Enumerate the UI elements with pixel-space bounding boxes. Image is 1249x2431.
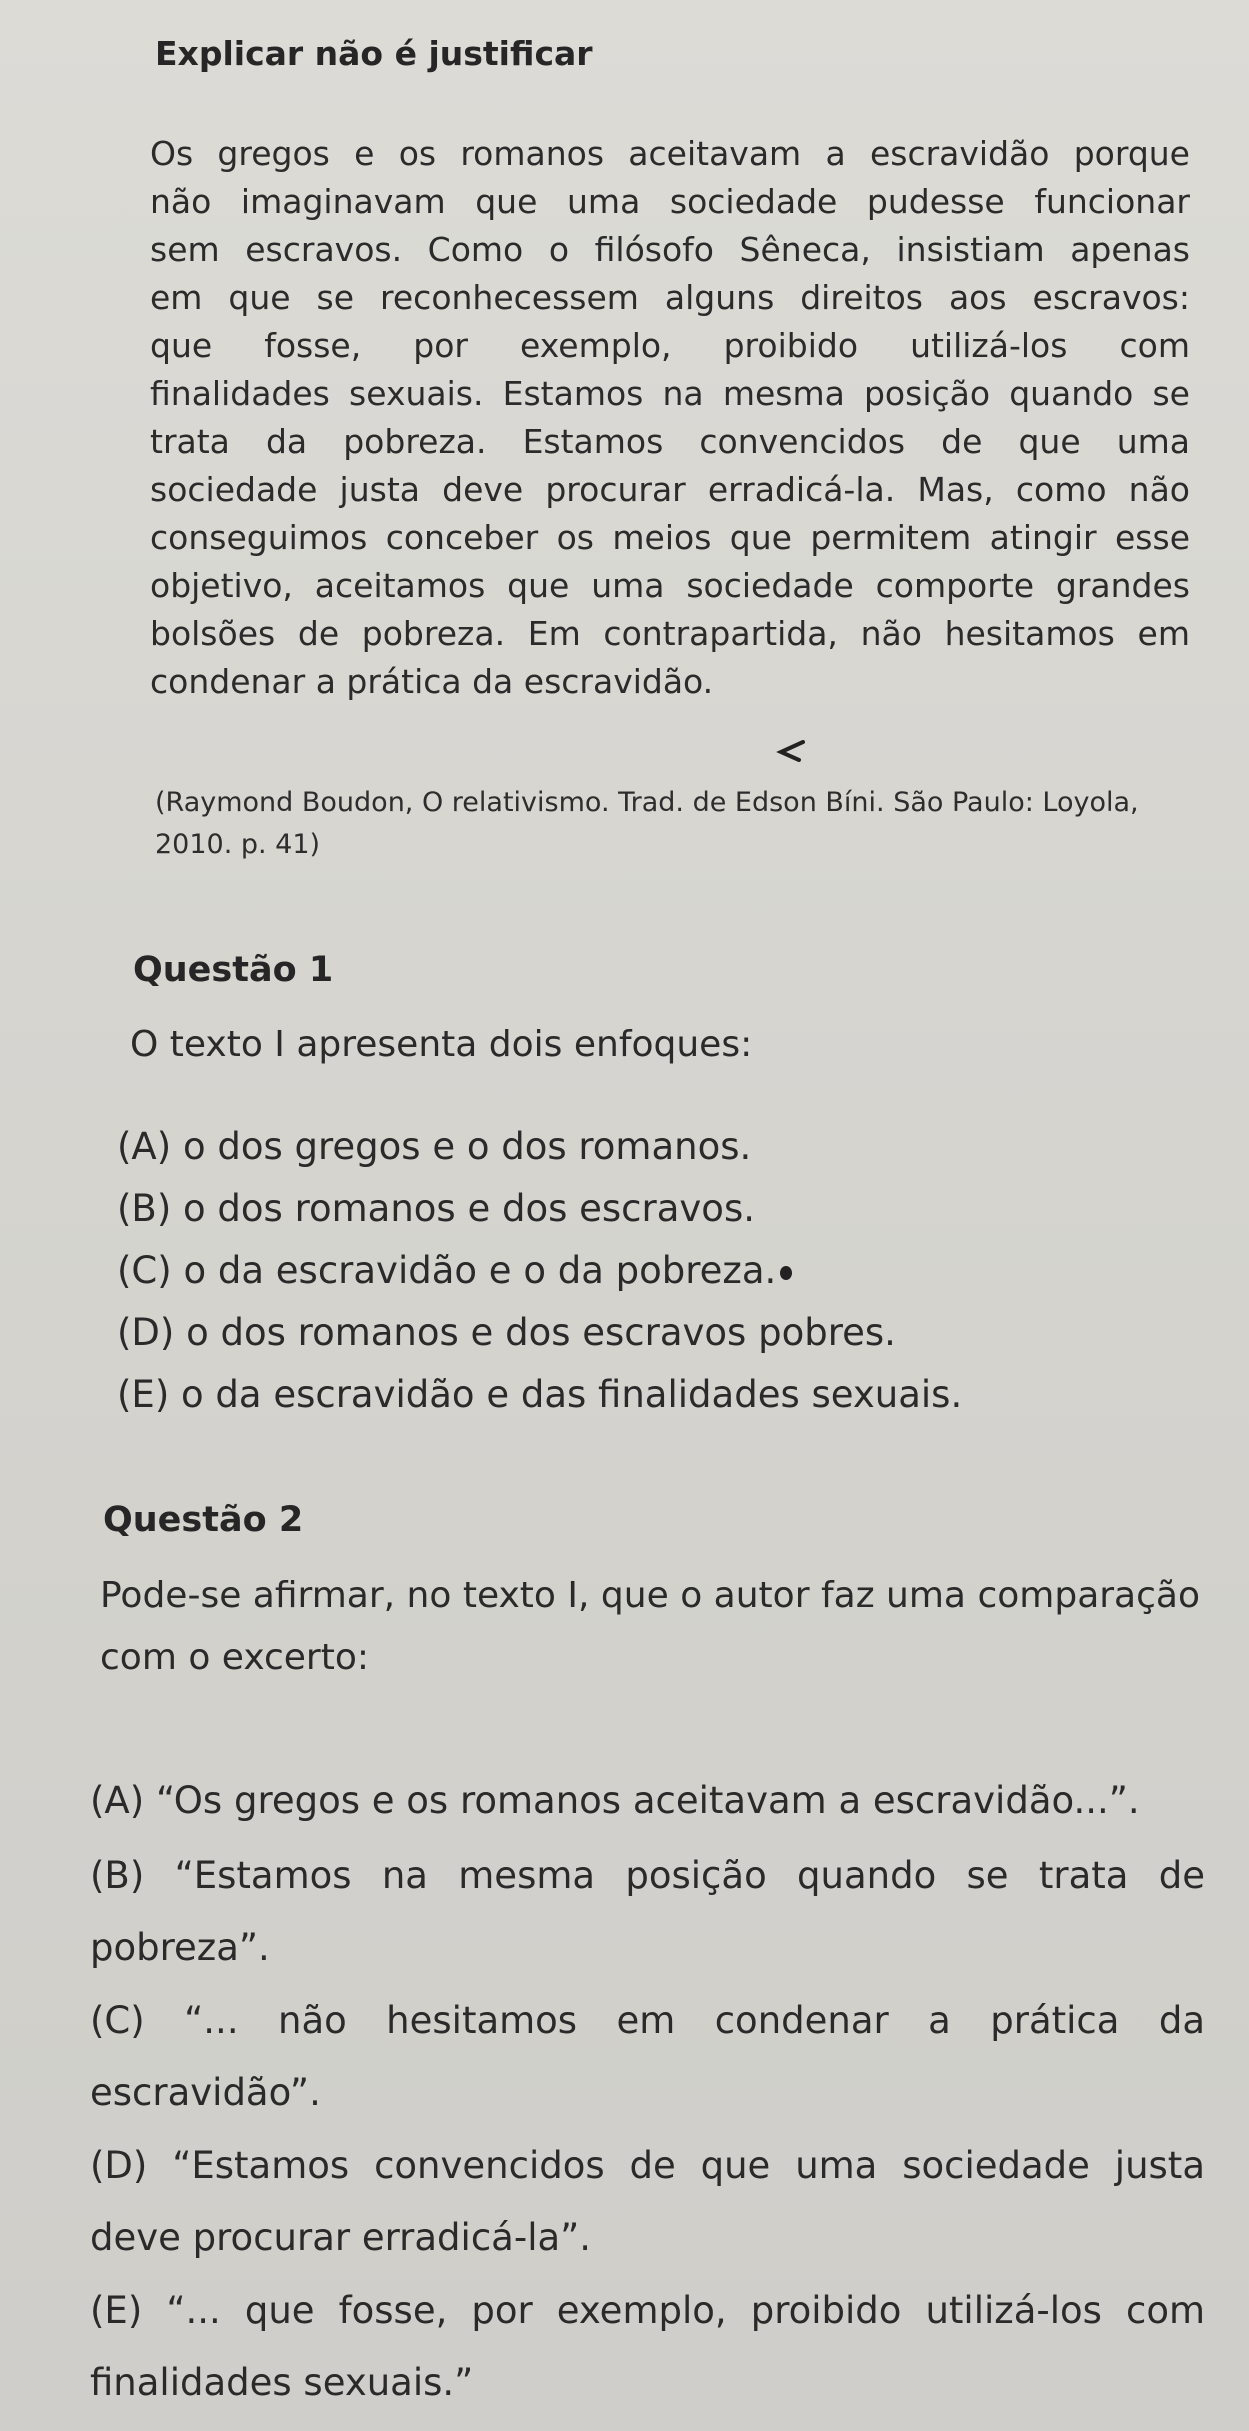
q1-option-b[interactable]: (B) o dos romanos e dos escravos. xyxy=(117,1187,755,1230)
paragraph-line: objetivo, aceitamos que uma sociedade comporte grandes xyxy=(150,566,1190,605)
q1-option-c-label: (C) o da escravidão e o da pobreza. xyxy=(117,1249,777,1292)
paragraph-line: em que se reconhecessem alguns direitos aos escravos: xyxy=(150,278,1190,317)
paragraph-line: bolsões de pobreza. Em contrapartida, não hesitamos em xyxy=(150,614,1190,653)
q1-option-a[interactable]: (A) o dos gregos e o dos romanos. xyxy=(117,1125,752,1168)
q2-option-a[interactable]: (A) “Os gregos e os romanos aceitavam a escravidão...”. xyxy=(90,1779,1140,1822)
paragraph-line: que fosse, por exemplo, proibido utilizá-los com xyxy=(150,326,1190,365)
q1-option-d[interactable]: (D) o dos romanos e dos escravos pobres. xyxy=(117,1311,896,1354)
q2-option-b[interactable]: (B) “Estamos na mesma posição quando se trata de pobreza”. xyxy=(90,1854,1205,1969)
q2-option-e[interactable]: (E) “... que fosse, por exemplo, proibido utilizá-los com finalidades sexuais.” xyxy=(90,2289,1205,2404)
paragraph-line: condenar a prática da escravidão. xyxy=(150,662,714,701)
paragraph-line: finalidades sexuais. Estamos na mesma posição quando se xyxy=(150,374,1190,413)
q1-option-c[interactable] xyxy=(117,1249,792,1292)
paragraph-line: sociedade justa deve procurar erradicá-la. Mas, como não xyxy=(150,470,1190,509)
paragraph-line: Os gregos e os romanos aceitavam a escravidão porque xyxy=(150,134,1190,173)
pen-mark-icon xyxy=(775,740,805,762)
citation: (Raymond Boudon, O relativismo. Trad. de Edson Bíni. São Paulo: Loyola, 2010. p. 41) xyxy=(155,787,1139,860)
paragraph-line: trata da pobreza. Estamos convencidos de que uma xyxy=(150,422,1190,461)
question-2-prompt: Pode-se afirmar, no texto I, que o autor faz uma comparação com o excerto: xyxy=(100,1575,1200,1678)
paragraph-line: conseguimos conceber os meios que permitem atingir esse xyxy=(150,518,1190,557)
paragraph-line: sem escravos. Como o filósofo Sêneca, insistiam apenas xyxy=(150,230,1190,269)
text-title: Explicar não é justificar xyxy=(155,34,593,73)
question-1-prompt: O texto I apresenta dois enfoques: xyxy=(130,1024,753,1065)
question-1-title: Questão 1 xyxy=(133,950,334,990)
question-2-title: Questão 2 xyxy=(103,1500,304,1540)
q2-option-c[interactable]: (C) “... não hesitamos em condenar a prática da escravidão”. xyxy=(90,1999,1205,2114)
q1-option-e[interactable]: (E) o da escravidão e das finalidades sexuais. xyxy=(117,1373,963,1416)
paragraph-line: não imaginavam que uma sociedade pudesse funcionar xyxy=(150,182,1190,221)
text-paragraph xyxy=(150,130,1190,706)
pen-mark-icon xyxy=(780,1266,792,1280)
q2-option-d[interactable]: (D) “Estamos convencidos de que uma sociedade justa deve procurar erradicá-la”. xyxy=(90,2144,1205,2259)
